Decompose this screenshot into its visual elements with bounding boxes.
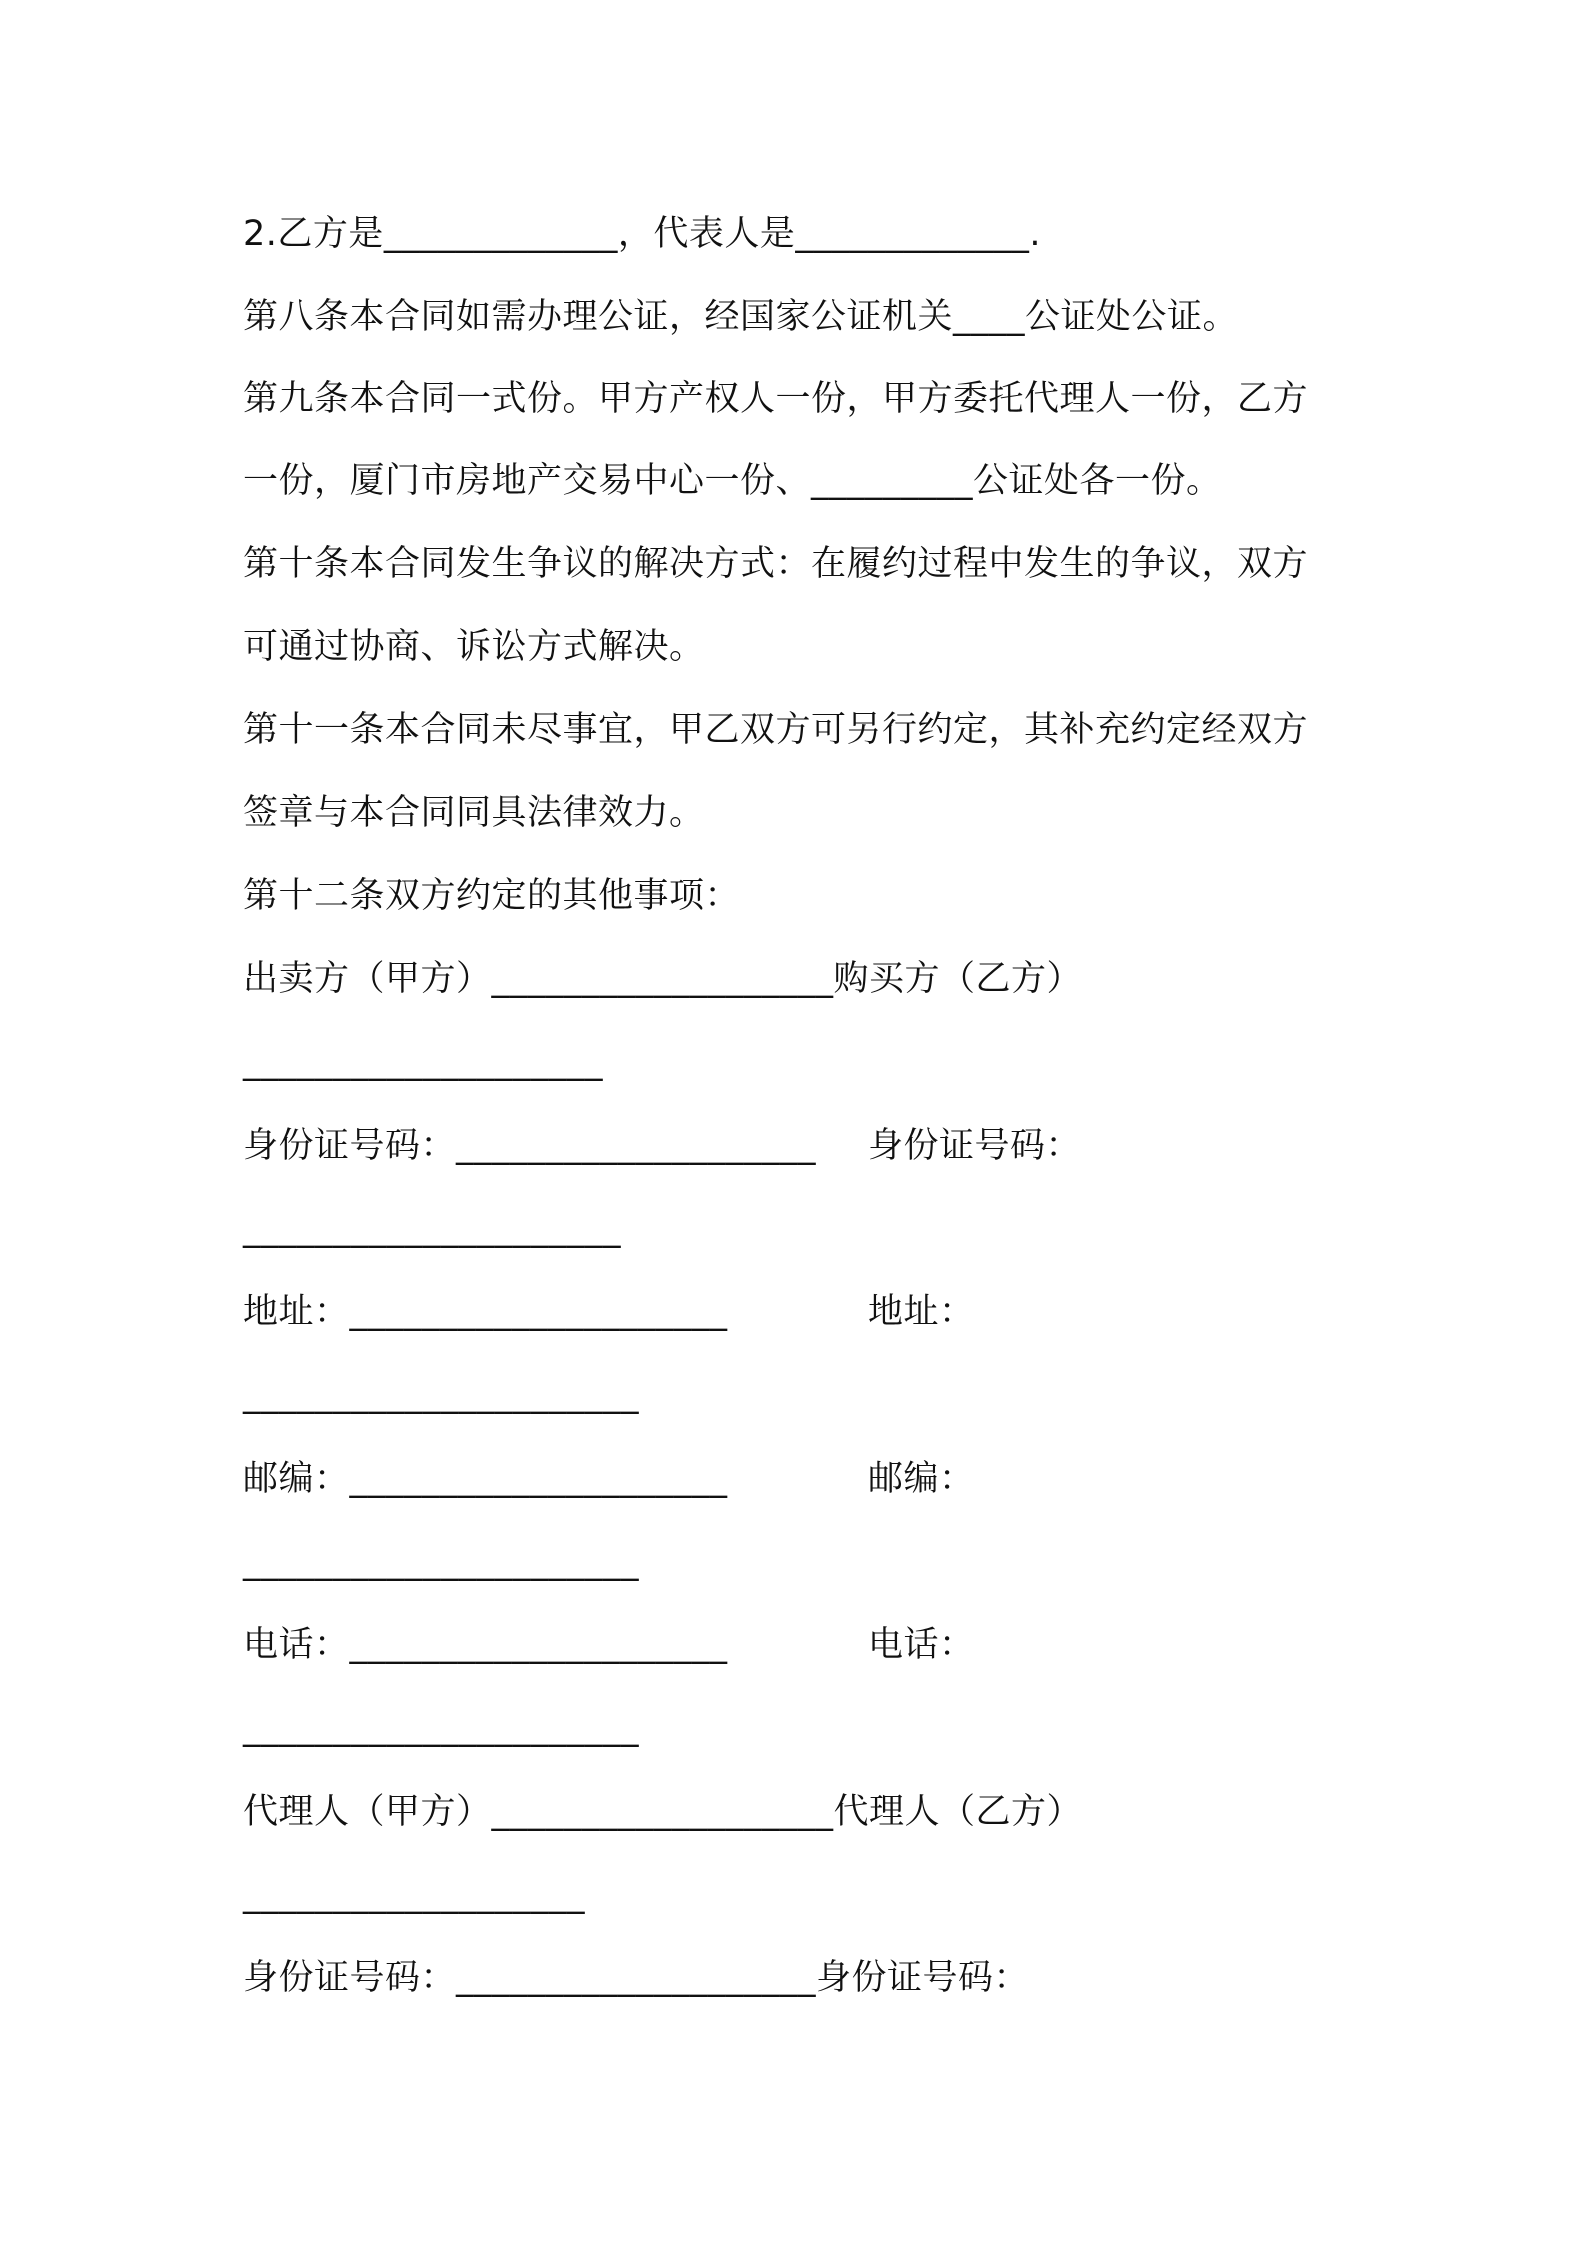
agent-line: 代理人（甲方）___________________代理人（乙方） (243, 1792, 1083, 1832)
buyer-blank: ____________________ (243, 1042, 603, 1082)
article-9-line-1: 第九条本合同一式份。甲方产权人一份，甲方委托代理人一份，乙方 (243, 379, 1309, 419)
seller-buyer-line: 出卖方（甲方）___________________购买方（乙方） (243, 959, 1083, 999)
phone-a: 电话：_____________________ (243, 1625, 728, 1665)
address-b-label: 地址： (868, 1292, 975, 1332)
postcode-a: 邮编：_____________________ (243, 1459, 728, 1499)
phone-b-blank: ______________________ (243, 1708, 639, 1748)
agent-b-blank: ___________________ (243, 1875, 585, 1915)
article-12: 第十二条双方约定的其他事项： (243, 876, 741, 916)
article-10-line-1: 第十条本合同发生争议的解决方式：在履约过程中发生的争议，双方 (243, 544, 1309, 584)
postcode-b-label: 邮编： (868, 1459, 975, 1499)
article-11-line-2: 签章与本合同同具法律效力。 (243, 793, 705, 833)
id-number-b-blank: _____________________ (243, 1209, 621, 1249)
phone-b-label: 电话： (868, 1625, 975, 1665)
agent-id-number-line: 身份证号码：____________________身份证号码： (243, 1958, 1030, 1998)
party-b-line: 2.乙方是_____________，代表人是_____________. (243, 214, 1042, 254)
id-number-b-label: 身份证号码： (868, 1126, 1082, 1166)
article-8: 第八条本合同如需办理公证，经国家公证机关____公证处公证。 (243, 297, 1239, 337)
article-10-line-2: 可通过协商、诉讼方式解决。 (243, 627, 705, 667)
article-9-line-2: 一份，厦门市房地产交易中心一份、_________公证处各一份。 (243, 461, 1222, 501)
postcode-b-blank: ______________________ (243, 1542, 639, 1582)
article-11-line-1: 第十一条本合同未尽事宜，甲乙双方可另行约定，其补充约定经双方 (243, 710, 1309, 750)
id-number-a: 身份证号码：____________________ (243, 1126, 817, 1166)
address-b-blank: ______________________ (243, 1375, 639, 1415)
address-a: 地址：_____________________ (243, 1292, 728, 1332)
